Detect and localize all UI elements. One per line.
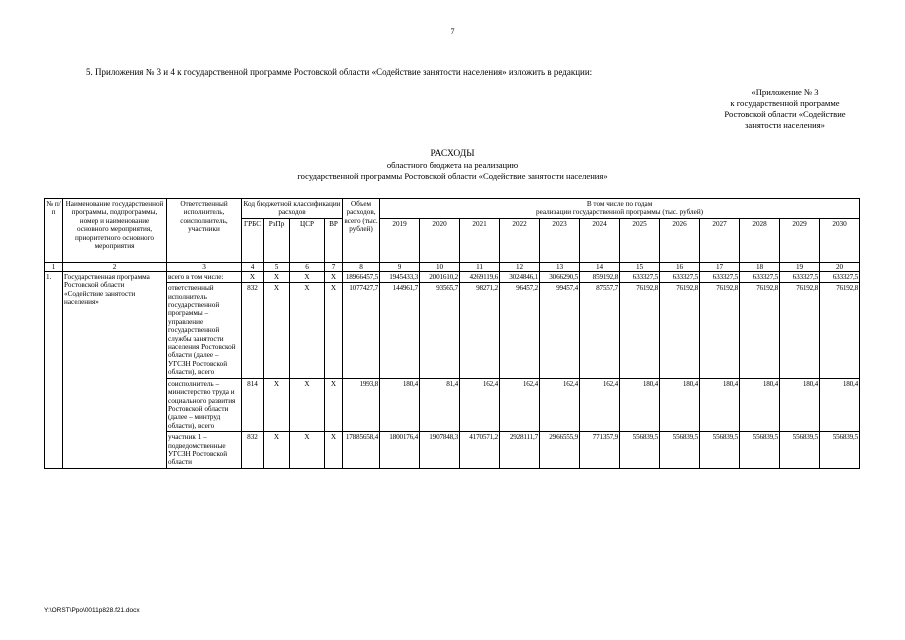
table-row (45, 271, 860, 282)
header-year: 2027 (700, 218, 740, 262)
column-number: 14 (580, 262, 620, 271)
vr-cell: Х (325, 283, 343, 378)
year-value: 556839,5 (700, 432, 740, 469)
total-cell: 18966457,5 (343, 271, 380, 282)
header-year: 2030 (820, 218, 860, 262)
appendix-line: занятости населения» (745, 120, 825, 130)
column-number: 11 (460, 262, 500, 271)
year-value: 556839,5 (780, 432, 820, 469)
intro-paragraph: 5. Приложения № 3 и 4 к государственной программе Ростовской области «Содействие занятости населения» изложить в редакции: (86, 67, 593, 77)
year-value: 76192,8 (740, 283, 780, 378)
header-year: 2021 (460, 218, 500, 262)
header-executor: Ответственный исполнитель, соисполнитель, участники (167, 199, 242, 263)
year-value: 556839,5 (660, 432, 700, 469)
csr-cell: Х (290, 432, 325, 469)
header-num: № п/п (45, 199, 63, 263)
year-value: 99457,4 (540, 283, 580, 378)
column-number: 19 (780, 262, 820, 271)
year-value: 180,4 (820, 378, 860, 431)
column-number: 8 (343, 262, 380, 271)
header-year: 2020 (420, 218, 460, 262)
year-value: 633327,5 (660, 271, 700, 282)
year-value: 1800176,4 (380, 432, 420, 469)
page-number: 7 (450, 27, 455, 36)
year-value: 180,4 (780, 378, 820, 431)
header-year: 2019 (380, 218, 420, 262)
year-value: 4170571,2 (460, 432, 500, 469)
year-value: 76192,8 (620, 283, 660, 378)
rzpr-cell: Х (264, 271, 290, 282)
header-by-years-line: В том числе по годам (586, 200, 653, 208)
year-value: 3066290,5 (540, 271, 580, 282)
column-number: 6 (290, 262, 325, 271)
year-value: 3024846,1 (500, 271, 540, 282)
grbs-cell: 814 (242, 378, 264, 431)
year-value: 180,4 (620, 378, 660, 431)
year-value: 633327,5 (620, 271, 660, 282)
executor-cell: соисполнитель – министерство труда и социального развития Ростовской области (далее – минтруд области), всего (167, 378, 242, 431)
year-value: 2001610,2 (420, 271, 460, 282)
table-row (45, 378, 860, 431)
csr-cell: Х (290, 378, 325, 431)
header-year: 2029 (780, 218, 820, 262)
program-name: Государственная программа Ростовской области «Содействие занятости населения» (63, 271, 167, 468)
csr-cell: Х (290, 283, 325, 378)
year-value: 180,4 (380, 378, 420, 431)
heading-subtitle: областного бюджета на реализацию (386, 160, 519, 170)
year-value: 633327,5 (820, 271, 860, 282)
column-number: 12 (500, 262, 540, 271)
total-cell: 1993,8 (343, 378, 380, 431)
file-path-footer: Y:\ORST\Ppo\0011p828.f21.docx (44, 607, 140, 614)
header-vr: ВР (325, 218, 343, 262)
grbs-cell: 832 (242, 283, 264, 378)
column-number: 9 (380, 262, 420, 271)
header-by-years-line: реализации государственной программы (тыс. рублей) (536, 208, 704, 217)
rzpr-cell: Х (264, 378, 290, 431)
year-value: 556839,5 (820, 432, 860, 469)
year-value: 180,4 (740, 378, 780, 431)
executor-cell: ответственный исполнитель государственной программы – управление государственной службы занятости населения Ростовской области (далее – УГСЗН Ростовской области), всего (167, 283, 242, 378)
total-cell: 17885658,4 (343, 432, 380, 469)
grbs-cell: Х (242, 271, 264, 282)
year-value: 633327,5 (780, 271, 820, 282)
appendix-caption (690, 87, 880, 131)
year-value: 633327,5 (740, 271, 780, 282)
executor-cell: участник 1 – подведомственные УГСЗН Ростовской области (167, 432, 242, 469)
year-value: 180,4 (700, 378, 740, 431)
year-value: 162,4 (500, 378, 540, 431)
year-value: 2966555,9 (540, 432, 580, 469)
appendix-line: «Приложение № 3 (751, 87, 819, 97)
column-number: 7 (325, 262, 343, 271)
appendix-line: Ростовской области «Содействие (724, 109, 846, 119)
year-value: 1907848,3 (420, 432, 460, 469)
year-value: 76192,8 (820, 283, 860, 378)
rzpr-cell: Х (264, 432, 290, 469)
column-number-row (45, 262, 860, 271)
document-heading (0, 149, 905, 182)
header-year: 2023 (540, 218, 580, 262)
vr-cell: Х (325, 432, 343, 469)
column-number: 3 (167, 262, 242, 271)
appendix-line: к государственной программе (730, 98, 840, 108)
heading-title: РАСХОДЫ (430, 149, 475, 159)
program-number: 1. (45, 271, 63, 468)
year-value: 96457,2 (500, 283, 540, 378)
header-year: 2024 (580, 218, 620, 262)
vr-cell: Х (325, 378, 343, 431)
year-value: 81,4 (420, 378, 460, 431)
year-value: 76192,8 (780, 283, 820, 378)
year-value: 87557,7 (580, 283, 620, 378)
year-value: 633327,5 (700, 271, 740, 282)
year-value: 162,4 (460, 378, 500, 431)
table-header-row (45, 199, 860, 219)
header-budget-code: Код бюджетной классификации расходов (242, 199, 343, 219)
column-number: 20 (820, 262, 860, 271)
year-value: 98271,2 (460, 283, 500, 378)
header-grbs: ГРБС (242, 218, 264, 262)
header-year: 2026 (660, 218, 700, 262)
header-year: 2022 (500, 218, 540, 262)
year-value: 2928111,7 (500, 432, 540, 469)
year-value: 144961,7 (380, 283, 420, 378)
year-value: 556839,5 (620, 432, 660, 469)
heading-subtitle: государственной программы Ростовской области «Содействие занятости населения» (297, 171, 608, 181)
header-rzpr: РзПр (264, 218, 290, 262)
year-value: 76192,8 (660, 283, 700, 378)
header-csr: ЦСР (290, 218, 325, 262)
expenses-table (44, 198, 860, 469)
column-number: 4 (242, 262, 264, 271)
header-year: 2028 (740, 218, 780, 262)
year-value: 1945433,3 (380, 271, 420, 282)
year-value: 162,4 (580, 378, 620, 431)
header-year: 2025 (620, 218, 660, 262)
year-value: 4269119,6 (460, 271, 500, 282)
header-by-years (380, 199, 860, 219)
year-value: 180,4 (660, 378, 700, 431)
column-number: 17 (700, 262, 740, 271)
column-number: 1 (45, 262, 63, 271)
grbs-cell: 832 (242, 432, 264, 469)
total-cell: 1077427,7 (343, 283, 380, 378)
header-name: Наименование государственной программы, подпрограммы, номер и наименование основного мероприятия, приоритетного основного мероприятия (63, 199, 167, 263)
column-number: 10 (420, 262, 460, 271)
executor-cell: всего в том числе: (167, 271, 242, 282)
year-value: 859192,8 (580, 271, 620, 282)
column-number: 15 (620, 262, 660, 271)
column-number: 18 (740, 262, 780, 271)
year-value: 93565,7 (420, 283, 460, 378)
csr-cell: Х (290, 271, 325, 282)
column-number: 2 (63, 262, 167, 271)
year-value: 771357,9 (580, 432, 620, 469)
table-row (45, 283, 860, 378)
column-number: 16 (660, 262, 700, 271)
rzpr-cell: Х (264, 283, 290, 378)
column-number: 13 (540, 262, 580, 271)
year-value: 76192,8 (700, 283, 740, 378)
vr-cell: Х (325, 271, 343, 282)
year-value: 162,4 (540, 378, 580, 431)
column-number: 5 (264, 262, 290, 271)
table-row (45, 432, 860, 469)
year-value: 556839,5 (740, 432, 780, 469)
header-volume: Объем расходов, всего (тыс. рублей) (343, 199, 380, 263)
